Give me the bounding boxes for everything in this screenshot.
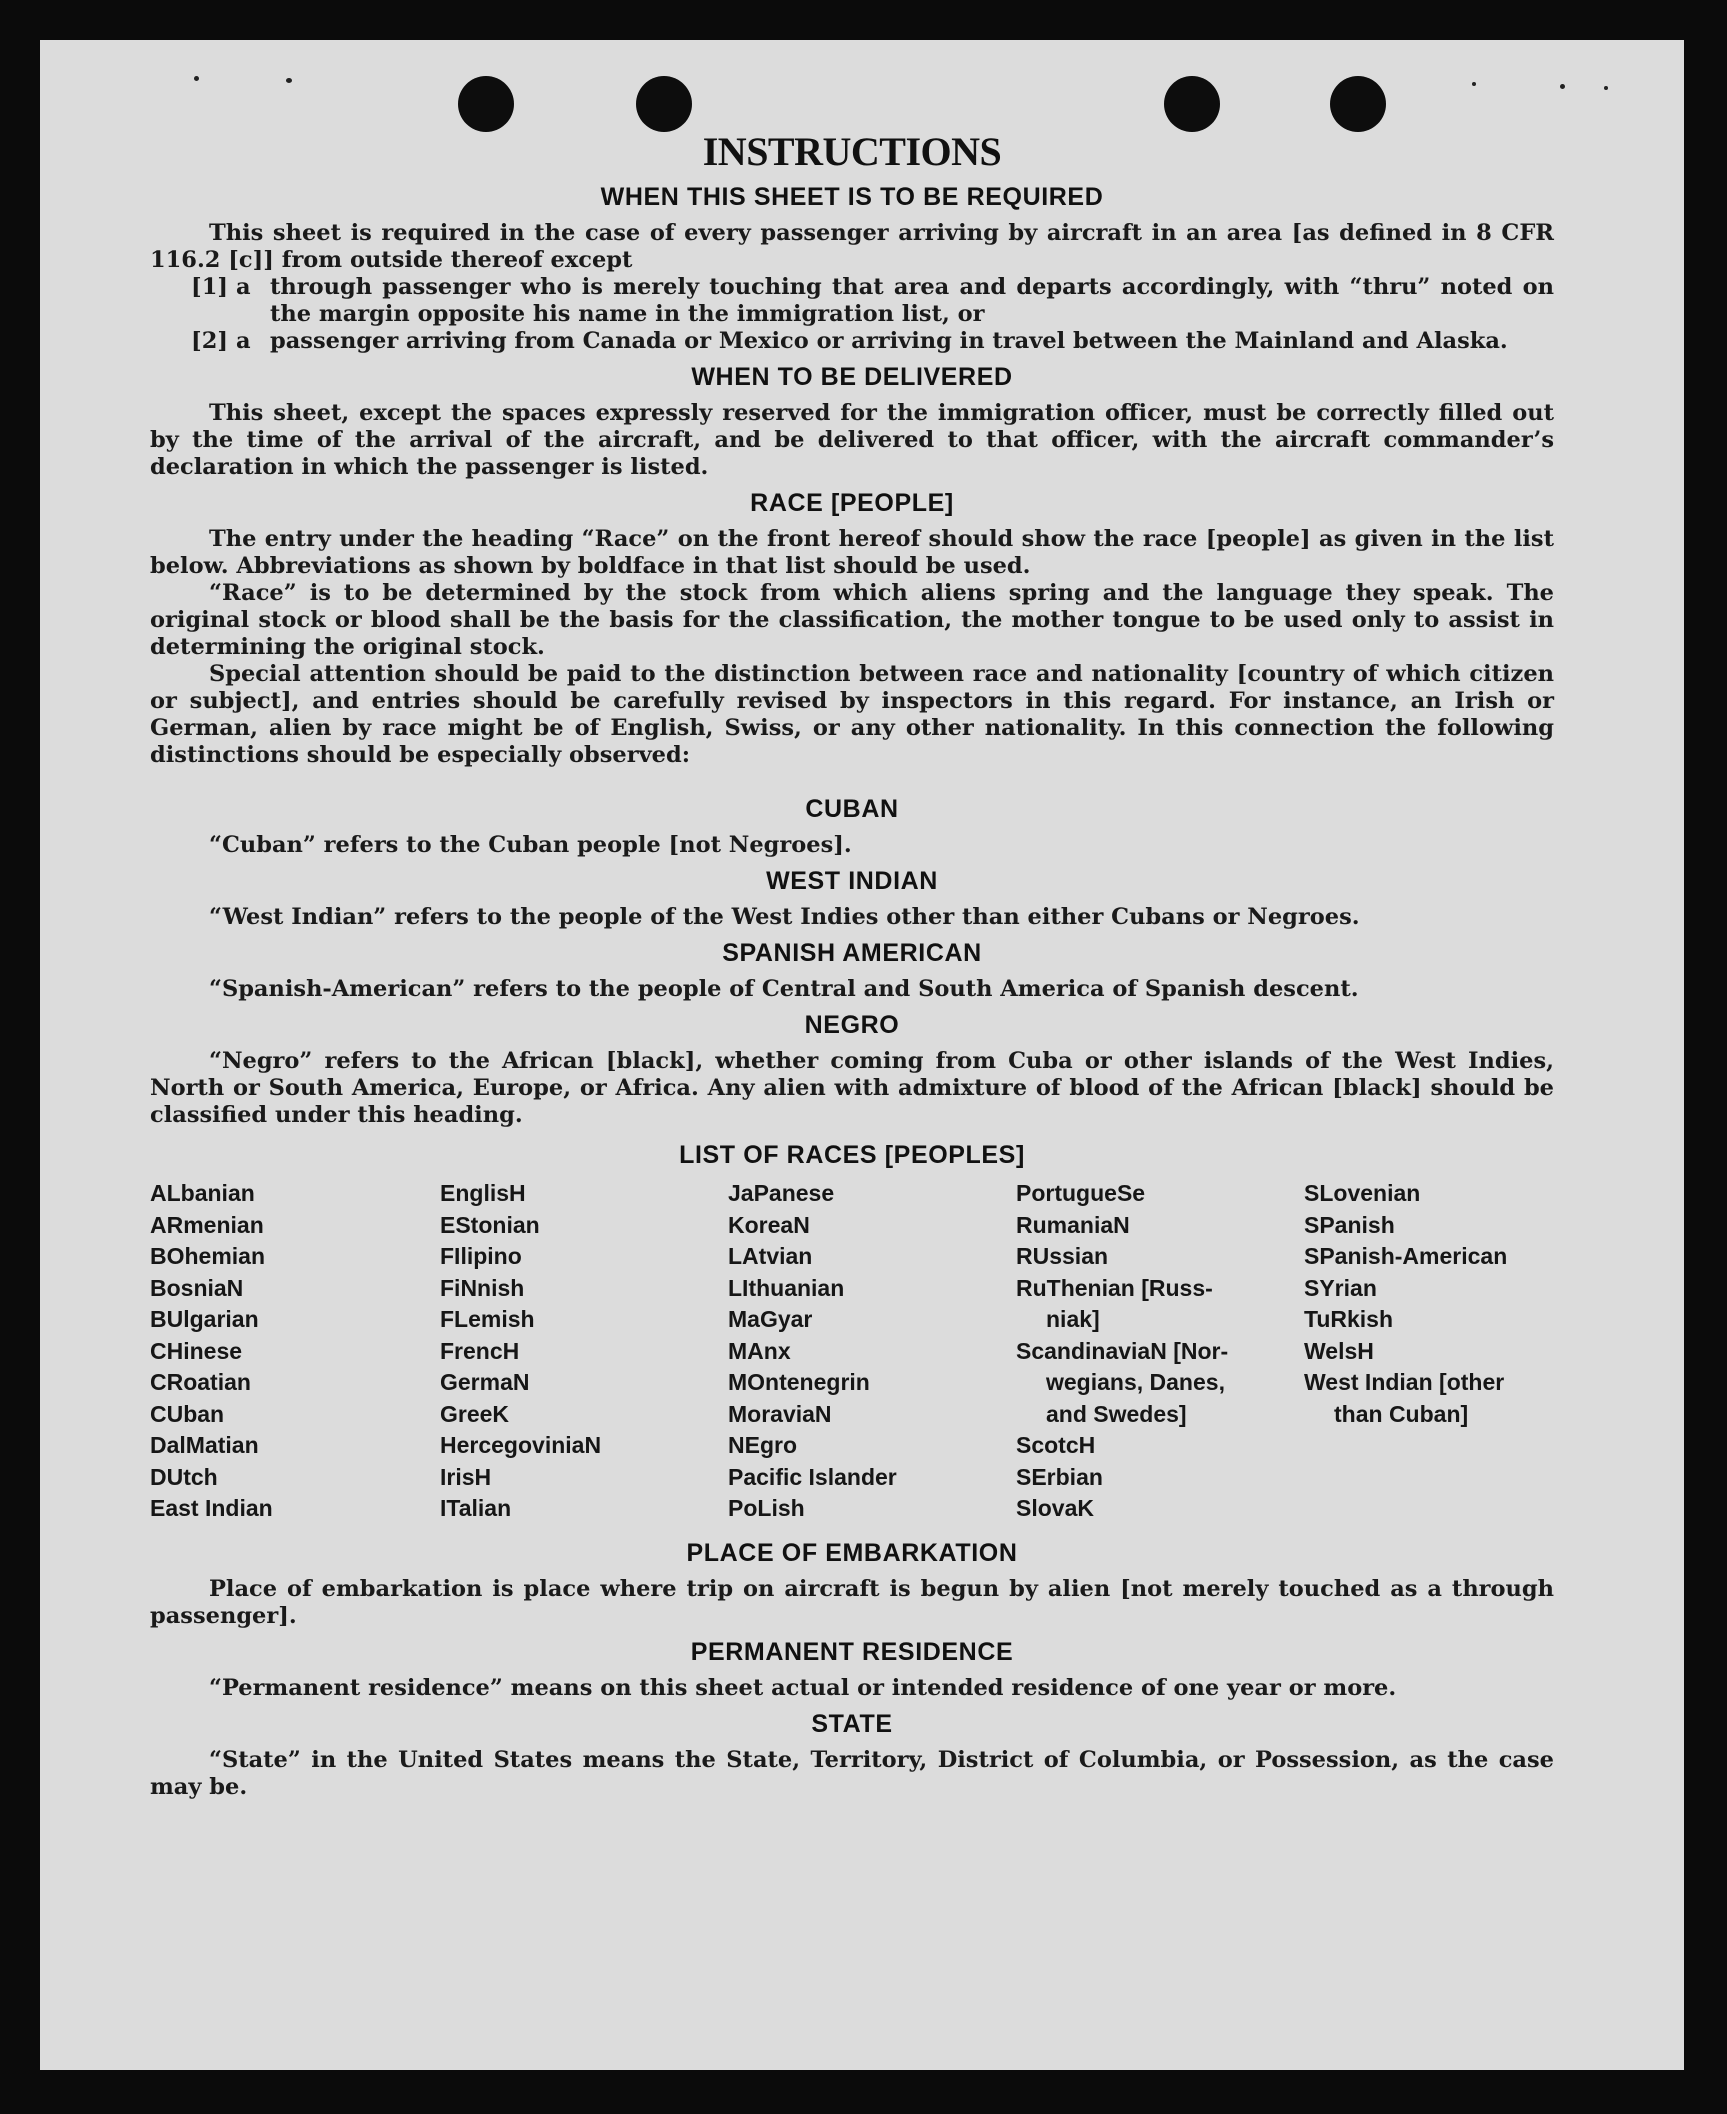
race-entry: FrencH xyxy=(440,1337,520,1364)
race-entry: IrisH xyxy=(440,1463,492,1490)
state-text: “State” in the United States means the State, Territory, District of Columbia, or Possession, as the case may be. xyxy=(150,1746,1554,1800)
heading-race: RACE [PEOPLE] xyxy=(750,489,954,517)
speck xyxy=(1560,84,1565,89)
race-entry: RuThenian [Russ- xyxy=(1016,1274,1213,1301)
required-intro: This sheet is required in the case of every passenger arriving by aircraft in an area [as defined in 8 CFR 116.2 [c]] from outside thereof except xyxy=(150,220,1554,273)
cuban-text: “Cuban” refers to the Cuban people [not Negroes]. xyxy=(209,832,852,858)
document-page xyxy=(40,40,1684,2070)
heading-place-of-embarkation: PLACE OF EMBARKATION xyxy=(686,1538,1018,1567)
exception-item xyxy=(150,274,1554,328)
race-entry: Pacific Islander xyxy=(728,1463,897,1490)
race-entry: ITalian xyxy=(440,1495,512,1521)
speck xyxy=(1604,86,1608,90)
race-paragraph: “Race” is to be determined by the stock from which aliens spring and the language they speak. The original stock or blood shall be the basis for the classification, the mother tongue to be used only to assist in determining the original stock. xyxy=(150,580,1554,660)
punch-hole xyxy=(1164,76,1220,132)
race-column xyxy=(728,1178,1016,1525)
race-entry: RUssian xyxy=(1016,1243,1109,1269)
race-entry: BOhemian xyxy=(150,1243,266,1269)
heading-spanish-american: SPANISH AMERICAN xyxy=(722,939,982,967)
heading-west-indian: WEST INDIAN xyxy=(766,867,938,895)
item-number: [1] xyxy=(191,274,228,300)
residence-text: “Permanent residence” means on this sheet actual or intended residence of one year or more. xyxy=(209,1674,1397,1701)
race-column xyxy=(150,1178,440,1525)
race-entry-continued: niak] xyxy=(1046,1306,1100,1332)
race-entry: ScotcH xyxy=(1016,1432,1096,1458)
speck xyxy=(194,76,199,81)
speck xyxy=(1472,82,1476,86)
race-entry: KoreaN xyxy=(728,1211,810,1238)
race-entry: TuRkish xyxy=(1304,1306,1394,1332)
delivered-text: This sheet, except the spaces expressly reserved for the immigration officer, must be correctly filled out by the time of the arrival of the aircraft, and be delivered to that officer, with the aircraft commander’s declaration in which the passenger is listed. xyxy=(150,400,1554,480)
race-entry: HercegoviniaN xyxy=(440,1432,602,1458)
race-entry-continued: than Cuban] xyxy=(1334,1400,1469,1427)
race-list xyxy=(150,1178,1554,1525)
heading-when-required: WHEN THIS SHEET IS TO BE REQUIRED xyxy=(600,183,1104,211)
race-entry: CHinese xyxy=(150,1337,243,1364)
race-entry: SYrian xyxy=(1304,1274,1377,1301)
race-entry: ARmenian xyxy=(150,1211,264,1238)
race-entry: ALbanian xyxy=(150,1180,255,1206)
exception-item xyxy=(150,328,1554,355)
item-text: passenger arriving from Canada or Mexico or arriving in travel between the Mainland and Alaska. xyxy=(270,328,1508,354)
race-paragraph: The entry under the heading “Race” on the front hereof should show the race [people] as given in the list below. Abbreviations as shown by boldface in that list should be used. xyxy=(150,526,1554,579)
embarkation-text: Place of embarkation is place where trip on aircraft is begun by alien [not merely touched as a through passenger]. xyxy=(150,1575,1554,1629)
speck xyxy=(286,78,292,83)
item-text: through passenger who is merely touching that area and departs accordingly, with “thru” noted on the margin opposite his name in the immigration list, or xyxy=(270,274,1554,327)
heading-permanent-residence: PERMANENT RESIDENCE xyxy=(690,1637,1014,1666)
punch-hole xyxy=(458,76,514,132)
race-entry: East Indian xyxy=(150,1495,273,1521)
race-entry: SPanish xyxy=(1304,1211,1395,1238)
race-entry: GermaN xyxy=(440,1369,530,1395)
race-column xyxy=(440,1178,728,1525)
heading-state: STATE xyxy=(811,1709,893,1738)
race-entry: WelsH xyxy=(1304,1337,1374,1364)
heading-when-delivered: WHEN TO BE DELIVERED xyxy=(691,363,1013,391)
race-entry: DalMatian xyxy=(150,1432,259,1458)
race-entry: LAtvian xyxy=(728,1243,813,1269)
punch-hole xyxy=(1330,76,1386,132)
race-entry: FIlipino xyxy=(440,1243,522,1269)
race-entry: ScandinaviaN [Nor- xyxy=(1016,1337,1229,1364)
heading-cuban: CUBAN xyxy=(805,795,899,823)
race-entry: MoraviaN xyxy=(728,1400,832,1427)
race-entry: EStonian xyxy=(440,1211,540,1238)
race-entry: DUtch xyxy=(150,1463,218,1490)
race-entry: CUban xyxy=(150,1400,225,1427)
race-entry: FiNnish xyxy=(440,1274,525,1301)
race-entry: SlovaK xyxy=(1016,1495,1094,1521)
race-entry: NEgro xyxy=(728,1432,797,1458)
race-entry: SLovenian xyxy=(1304,1180,1421,1206)
west-indian-text: “West Indian” refers to the people of the West Indies other than either Cubans or Negroes. xyxy=(209,904,1360,930)
race-entry: MAnx xyxy=(728,1337,791,1364)
item-number: [2] xyxy=(191,328,228,354)
race-entry: GreeK xyxy=(440,1400,510,1427)
race-entry-continued: and Swedes] xyxy=(1046,1400,1187,1427)
race-paragraph: Special attention should be paid to the distinction between race and nationality [country of which citizen or subject], and entries should be carefully revised by inspectors in this regard. For instance, an Irish or German, alien by race might be of English, Swiss, or any other nationality. In this connection the following distinctions should be especially observed: xyxy=(150,661,1554,768)
race-entry: RumaniaN xyxy=(1016,1211,1130,1238)
race-entry: West Indian [other xyxy=(1304,1369,1505,1395)
item-article: a xyxy=(236,328,251,354)
race-entry: SErbian xyxy=(1016,1463,1103,1490)
item-article: a xyxy=(236,274,251,300)
race-entry: CRoatian xyxy=(150,1369,251,1395)
race-entry: PoLish xyxy=(728,1495,805,1521)
race-column xyxy=(1016,1178,1304,1525)
page-title: INSTRUCTIONS xyxy=(702,129,1002,174)
spanish-american-text: “Spanish-American” refers to the people of Central and South America of Spanish descent. xyxy=(209,976,1359,1002)
race-entry: PortugueSe xyxy=(1016,1180,1146,1206)
race-entry: LIthuanian xyxy=(728,1274,845,1301)
race-entry: FLemish xyxy=(440,1306,535,1332)
race-entry: BosniaN xyxy=(150,1274,244,1301)
race-entry: SPanish-American xyxy=(1304,1243,1508,1269)
race-entry: MaGyar xyxy=(728,1306,813,1332)
race-entry: JaPanese xyxy=(728,1180,835,1206)
race-entry: EnglisH xyxy=(440,1180,526,1206)
race-entry: BUlgarian xyxy=(150,1306,259,1332)
punch-hole xyxy=(636,76,692,132)
heading-list-of-races: LIST OF RACES [PEOPLES] xyxy=(679,1141,1025,1169)
race-entry-continued: wegians, Danes, xyxy=(1046,1369,1225,1395)
race-column xyxy=(1304,1178,1554,1525)
negro-text: “Negro” refers to the African [black], whether coming from Cuba or other islands of the West Indies, North or South America, Europe, or Africa. Any alien with admixture of blood of the African [black] should be classified under this heading. xyxy=(150,1048,1554,1128)
heading-negro: NEGRO xyxy=(804,1011,900,1039)
race-entry: MOntenegrin xyxy=(728,1369,870,1395)
